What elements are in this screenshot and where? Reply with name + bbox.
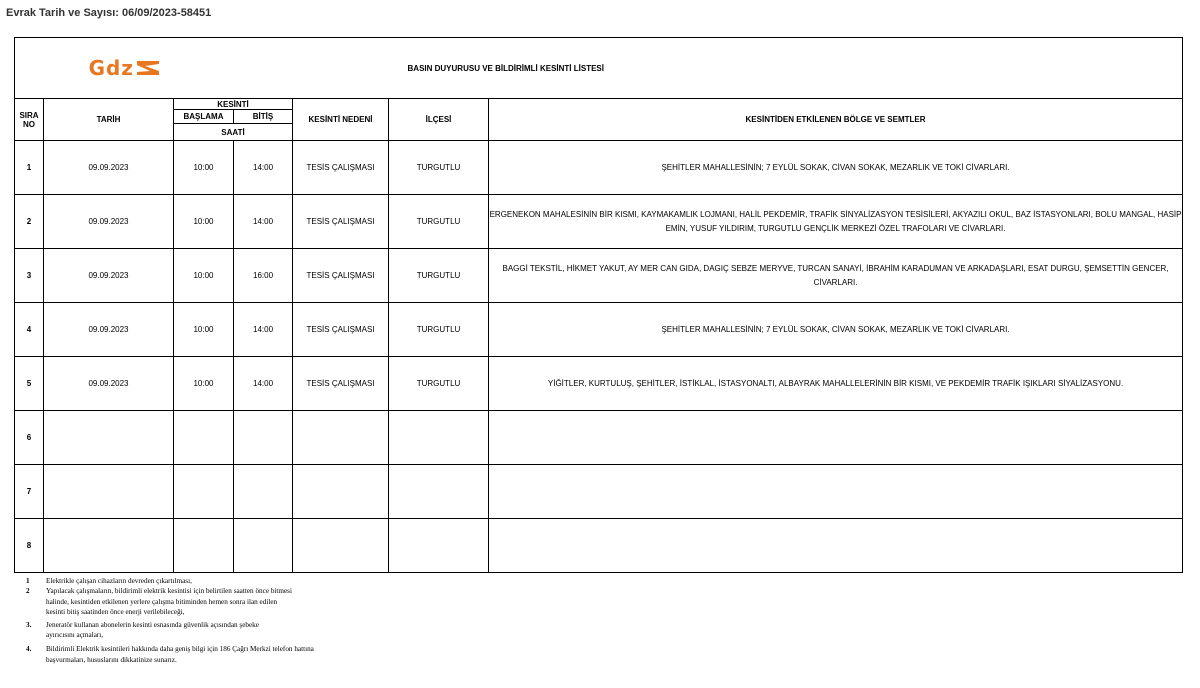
note-text: Elektrikle çalışan cihazların devreden çıkartılması, — [46, 577, 192, 585]
header-baslama: BAŞLAMA — [174, 110, 234, 124]
row-reason: TESİS ÇALIŞMASI — [293, 249, 389, 303]
table-row — [15, 249, 1183, 303]
note-number: 4. — [26, 645, 32, 654]
row-end-time: 16:00 — [234, 249, 293, 303]
row-district — [389, 465, 489, 519]
row-date: 09.09.2023 — [44, 141, 174, 195]
document-title: BASIN DUYURUSU VE BİLDİRİMLİ KESİNTİ LİSTESİ — [234, 38, 1183, 99]
table-title-row — [15, 38, 1183, 99]
row-reason: TESİS ÇALIŞMASI — [293, 195, 389, 249]
row-affected-area — [489, 519, 1183, 573]
row-start-time — [174, 411, 234, 465]
note-item — [26, 644, 366, 665]
note-number: 2 — [26, 587, 30, 596]
row-district: TURGUTLU — [389, 357, 489, 411]
row-district — [389, 519, 489, 573]
row-end-time: 14:00 — [234, 141, 293, 195]
note-text: Bildirimli Elektrik kesintileri hakkında daha geniş bilgi için 186 Çağrı Merkzi telefon hattına başvurmaları, hususlarını dikkatinize sunarız. — [46, 645, 314, 664]
note-number: 1 — [26, 577, 30, 585]
row-date: 09.09.2023 — [44, 249, 174, 303]
table-row — [15, 519, 1183, 573]
row-district: TURGUTLU — [389, 249, 489, 303]
row-affected-area: ŞEHİTLER MAHALLESİNİN; 7 EYLÜL SOKAK, CİVAN SOKAK, MEZARLIK VE TOKİ CİVARLARI. — [489, 303, 1183, 357]
table-row — [15, 141, 1183, 195]
row-affected-area: ŞEHİTLER MAHALLESİNİN; 7 EYLÜL SOKAK, CİVAN SOKAK, MEZARLIK VE TOKİ CİVARLARI. — [489, 141, 1183, 195]
table-row — [15, 465, 1183, 519]
row-no: 3 — [15, 249, 44, 303]
note-text: Jeneratör kullanan abonelerin kesinti esnasında güvenlik açısından şebeke ayırıcısını açmaları, — [46, 620, 259, 640]
note-item — [26, 620, 366, 641]
row-no: 1 — [15, 141, 44, 195]
row-affected-area: BAGGİ TEKSTİL, HİKMET YAKUT, AY MER CAN GIDA, DAGIÇ SEBZE MERYVE, TURCAN SANAYİ, İBRAHİM KARADUMAN VE ARKADAŞLARI, ESAT DURGU, ŞEMSETTİN GENCER, CİVARLARI. — [489, 249, 1183, 303]
row-end-time — [234, 519, 293, 573]
row-affected-area — [489, 465, 1183, 519]
logo-cell — [15, 38, 234, 99]
row-end-time: 14:00 — [234, 303, 293, 357]
row-district: TURGUTLU — [389, 141, 489, 195]
header-row-1 — [15, 99, 1183, 110]
row-reason — [293, 465, 389, 519]
note-item — [26, 576, 366, 586]
row-reason — [293, 411, 389, 465]
row-reason: TESİS ÇALIŞMASI — [293, 303, 389, 357]
row-no: 6 — [15, 411, 44, 465]
row-start-time: 10:00 — [174, 141, 234, 195]
header-bitis: BİTİŞ — [234, 110, 293, 124]
row-date — [44, 411, 174, 465]
row-start-time: 10:00 — [174, 195, 234, 249]
row-reason: TESİS ÇALIŞMASI — [293, 141, 389, 195]
table-row — [15, 411, 1183, 465]
row-no: 5 — [15, 357, 44, 411]
row-end-time — [234, 465, 293, 519]
row-reason: TESİS ÇALIŞMASI — [293, 357, 389, 411]
logo-mark-icon — [136, 59, 160, 77]
row-date: 09.09.2023 — [44, 195, 174, 249]
row-affected-area: YİĞİTLER, KURTULUŞ, ŞEHİTLER, İSTİKLAL, İSTASYONALTI, ALBAYRAK MAHALLELERİNİN BİR KISMI, VE PEKDEMİR TRAFİK IŞIKLARI SİYALİZASYONU. — [489, 357, 1183, 411]
table-row — [15, 357, 1183, 411]
note-item — [26, 586, 366, 617]
row-end-time: 14:00 — [234, 195, 293, 249]
table-row — [15, 195, 1183, 249]
row-affected-area — [489, 411, 1183, 465]
row-no: 8 — [15, 519, 44, 573]
row-no: 2 — [15, 195, 44, 249]
header-sira-no: SIRA NO — [15, 99, 44, 141]
row-district: TURGUTLU — [389, 303, 489, 357]
row-no: 4 — [15, 303, 44, 357]
row-date — [44, 519, 174, 573]
row-end-time: 14:00 — [234, 357, 293, 411]
row-start-time — [174, 519, 234, 573]
note-number: 3. — [26, 620, 32, 629]
row-end-time — [234, 411, 293, 465]
row-start-time: 10:00 — [174, 357, 234, 411]
notes-section — [26, 576, 366, 665]
row-reason — [293, 519, 389, 573]
header-saati: SAATİ — [174, 124, 293, 141]
table-row — [15, 303, 1183, 357]
header-kesinti-nedeni: KESİNTİ NEDENİ — [293, 99, 389, 141]
outage-table — [14, 37, 1183, 573]
header-tarih: TARİH — [44, 99, 174, 141]
row-affected-area: ERGENEKON MAHALESİNİN BİR KISMI, KAYMAKAMLIK LOJMANI, HALİL PEKDEMİR, TRAFİK SİNYALİZASYON TESİSİLERİ, AKYAZILI OKUL, BAZ İSTASYONLARI, BOLU MANGAL, HASİP EMİN, YUSUF YILDIRIM, TURGUTLU GENÇLİK MERKEZİ ÖZEL TRAFOLARI VE CİVARLARI. — [489, 195, 1183, 249]
row-start-time — [174, 465, 234, 519]
row-district — [389, 411, 489, 465]
row-start-time: 10:00 — [174, 249, 234, 303]
document-reference: Evrak Tarih ve Sayısı: 06/09/2023-58451 — [6, 7, 212, 19]
row-district: TURGUTLU — [389, 195, 489, 249]
row-start-time: 10:00 — [174, 303, 234, 357]
note-text: Yapılacak çalışmaların, bildirimli elektrik kesintisi için belirtilen saatten önce bitmesi halinde, kesintiden etkilenen yerlere çalışma bitiminden hemen sonra ilan edilen kesinti bitiş saatinden önce enerji verilebileceği, — [46, 587, 292, 617]
row-date: 09.09.2023 — [44, 303, 174, 357]
row-date: 09.09.2023 — [44, 357, 174, 411]
row-no: 7 — [15, 465, 44, 519]
header-kesinti: KESİNTİ — [174, 99, 293, 110]
row-date — [44, 465, 174, 519]
company-logo: Gdz — [15, 56, 234, 80]
header-etkilenen-bolge: KESİNTİDEN ETKİLENEN BÖLGE VE SEMTLER — [489, 99, 1183, 141]
header-ilcesi: İLÇESİ — [389, 99, 489, 141]
